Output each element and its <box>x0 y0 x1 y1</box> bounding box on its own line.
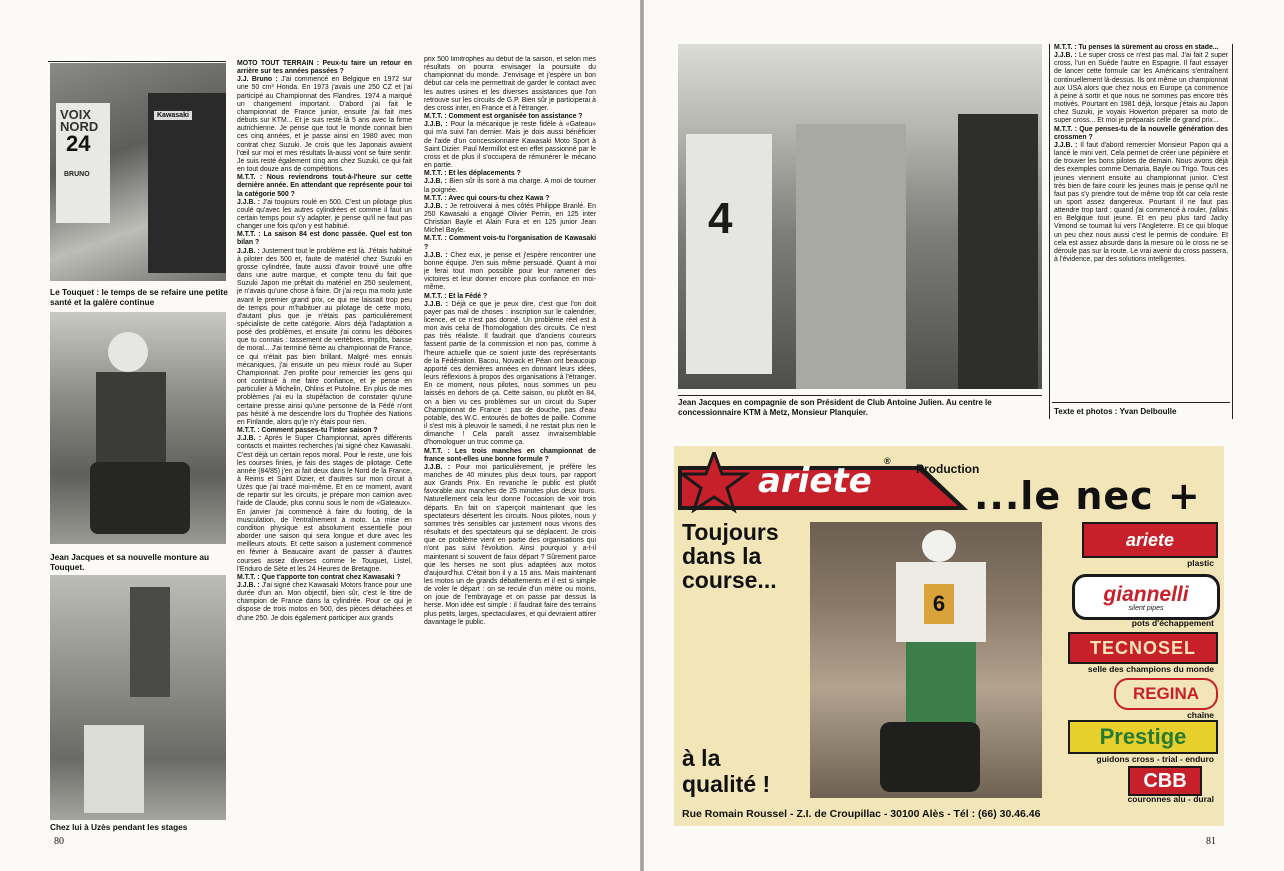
rider-body <box>96 372 166 462</box>
brand-regina-caption: chaîne <box>1187 710 1214 720</box>
brand-giannelli-logo <box>1072 574 1220 620</box>
paragraph-speaker: J.J.B. : <box>237 435 262 443</box>
person-foreground <box>84 725 144 813</box>
caption-photo-3: Chez lui à Uzès pendant les stages <box>50 822 188 832</box>
left-page <box>0 0 640 871</box>
club-president <box>796 124 906 389</box>
article-paragraph <box>424 195 596 203</box>
article-paragraph <box>424 178 596 194</box>
article-paragraph <box>237 435 412 574</box>
article-paragraph <box>424 113 596 121</box>
rider-number-plate: 6 <box>924 584 954 624</box>
paragraph-speaker: M.T.T. : Que penses-tu de la nouvelle génération des crossmen ? <box>1054 125 1228 141</box>
article-paragraph <box>237 76 412 174</box>
brand-regina-logo: REGINA <box>1114 678 1218 710</box>
paragraph-speaker: J.J.B. : <box>1054 141 1078 149</box>
article-paragraph <box>424 170 596 178</box>
paragraph-speaker: M.T.T. : Nous reviendrons tout-à-l'heure sur cette dernière année. En attendant que représente pour toi la catégorie 500 ? <box>237 174 412 198</box>
brand-ariete-logo: ariete <box>1082 522 1218 558</box>
article-paragraph <box>237 174 412 198</box>
article-column-3 <box>1054 44 1228 372</box>
paragraph-text: Bien sûr ils sont à ma charge. A moi de tourner la poignée. <box>424 178 596 194</box>
jersey-number: 24 <box>66 131 91 156</box>
ariete-logo-text: ariete <box>758 461 872 501</box>
paragraph-speaker: M.T.T. : La saison 84 est donc passée. Quel est ton bilan ? <box>237 231 412 247</box>
article-paragraph <box>237 199 412 232</box>
paragraph-speaker: M.T.T. : Tu penses là sûrement au cross en stade... <box>1054 44 1219 51</box>
article-paragraph <box>1054 142 1228 264</box>
jersey-text-nord: NORD <box>60 119 99 134</box>
paragraph-speaker: J.J.B. : <box>424 300 449 308</box>
column-divider-right <box>1232 44 1233 419</box>
paragraph-text: Après le Super Championnat, après différents contacts et maintes recherches j'ai signé chez Kawasaki. C'est déjà un certain repos moral. Pour le reste, une fois les courses finies, je fais des stages de pilotage. Cette année (84/85) j'en ai fait deux dans le Nord de la France, à Reims et Saint Dizier, et d'autres sur mon circuit à Uzès que j'ai tracé moi-même. Et en ce moment, avant de repartir sur les circuits, je prépare mon camion avec l'aide de Claude, plus connu sous le nom de «Gateaux». En janvier j'ai commencé à faire du footing, de la musculation, de l'entraînement à moto. La mise en condition physique est absolument essentielle pour aborder une saison qui sera longue et dure avec les meilleurs atouts. Et cette saison a justement commencé en février à Beaucaire avant de passer à d'autres courses assez diverses comme le Touquet, Listel, l'Enduro de Sète et les 24 Heures de Bretagne. <box>237 435 412 573</box>
paragraph-speaker: M.T.T. : Et la Fédé ? <box>424 292 488 300</box>
paragraph-text: Déjà ce que je peux dire, c'est que l'on doit payer pas mal de choses : inscription sur le calendrier, licence, et ce n'est pas donné. Un problème réel est à mon avis celui de l'homologation des circuits. Ce n'est pas très réaliste. Il faudrait que d'anciens coureurs fassent partie de la commission et non pas, comme à l'heure actuelle que ce soient juste des représentants de la Fédération. Bacou, Novack et Péan ont beaucoup apporté ces dernières années en donnant leurs idées, leurs réflexions à propos des organisations à l'étranger. En ce moment, nous pilotes, nous sommes un peu laissés en dehors de ça. Cette saison, ou plutôt en 84, on a bien vu ces problèmes sur un circuit du Super Championnat de France : pas de douche, pas d'eau potable, des W.C. entourés de bottes de paille. Comme il s'est mis à pleuvoir le samedi, il ne restait plus rien le dimanche ! Cela paraît assez invraisemblable d'homologuer un truc comme ça. <box>424 300 596 447</box>
page-number-left: 80 <box>54 836 64 847</box>
paragraph-speaker: M.T.T. : Comment vois-tu l'organisation de Kawasaki ? <box>424 235 596 251</box>
jersey-number-4: 4 <box>708 194 733 243</box>
headline-line-3: course... <box>682 567 777 593</box>
article-paragraph <box>237 60 412 76</box>
article-paragraph <box>1054 44 1228 52</box>
article-column-2 <box>424 56 596 832</box>
paragraph-speaker: J.J.B. : <box>237 247 260 255</box>
paragraph-text: J'ai commencé en Belgique en 1972 sur une 50 cm³ Honda. En 1973 j'avais une 250 CZ et j'ai participé au Championnat des Flandres. 1974 a marqué un changement important. D'abord j'ai fait le championnat de France junior, ensuite j'ai fait mes débuts sur KTM... Et je suis resté là 5 ans avec la firme autrichienne. Je pense que tout le monde connait bien ces cinq années, et je passe ainsi en 1980 avec mon contrat chez Suzuki. Je crois que les Japonais avaient l'œil sur moi et mes résultats là-aussi vont se faire sentir. Je suis resté également cinq ans chez Suzuki, ce qui fait en tout douze ans de compétitions. <box>237 76 412 174</box>
paragraph-text: Il faut d'abord remercier Monsieur Papon qui a lancé le mini vert. Cela permet de créer une pépinière et de trouver les bons pilotes de demain. Nous avons déjà des exemples comme Demaria, Bayle ou Trigo. Tous ces jeunes viennent ensuite au championnat junior. C'est très bien de faire courir les jeunes mais je pense qu'il ne faut pas s'y prendre tout de même trop tôt car cela reste un sport assez dangereux. Pourtant il ne faut pas attendre trop tard : quand j'ai commencé à rouler, j'allais en Belgique tout jeune. Et en peu plus tard Jacky Vimond se tournait lui vers l'Angleterre. Et ce qui bloque un peu chez nous aussi c'est le permis de conduire. Et cela est assez absurde dans la mesure où le cross ne se déroule pas sur la route. Le vrai avenir du cross passera, à l'évidence, par des solutions intelligentes. <box>1054 141 1228 264</box>
ktm-dealer <box>958 114 1038 389</box>
paragraph-speaker: J.J.B. : <box>1054 52 1077 60</box>
caption-photo-1: Le Touquet : le temps de se refaire une petite santé et la galère continue <box>50 287 228 307</box>
jersey-name: BRUNO <box>64 171 90 178</box>
paragraph-speaker: J.J.B. : <box>237 198 261 206</box>
brand-ariete-caption: plastic <box>1187 558 1214 568</box>
caption-photo-2: Jean Jacques et sa nouvelle monture au Touquet. <box>50 552 210 572</box>
ad-rider-photo <box>810 522 1042 798</box>
photo-uzes-stages <box>50 575 226 820</box>
brand-giannelli-name: giannelli <box>1103 582 1189 606</box>
paragraph-speaker: M.T.T. : Que t'apporte ton contrat chez Kawasaki ? <box>237 573 401 581</box>
article-paragraph <box>424 448 596 464</box>
rider-on-bike <box>130 587 170 697</box>
paragraph-speaker: MOTO TOUT TERRAIN : Peux-tu faire un retour en arrière sur tes années passées ? <box>237 60 412 76</box>
paragraph-speaker: J.J.B. : <box>424 121 448 129</box>
brand-cbb-logo: CBB <box>1128 766 1202 796</box>
page-number-right: 81 <box>1206 836 1216 847</box>
article-paragraph <box>424 203 596 236</box>
paragraph-text: Pour moi particulièrement, je préfère les manches de 40 minutes plus deux tours, par rapport aux Grands Prix. En revanche le public est plutôt favorable aux manches de 25 minutes plus deux tours. Naturellement cela leur donne l'occasion de voir trois départs. En fait on s'aperçoit maintenant que les spectateurs désertent les circuits. Nous pilotes, nous y sommes très sensibles car justement nous vivons des résultats et des spectateurs qui se déplacent. Je crois que ce problème vient en partie des organisations qui n'ont pas suivi l'évolution. Ainsi pourquoi y a-t-il maintenant si souvent de faux départ ? Sûrement parce que les herses ne sont plus adaptées aux motos d'aujourd'hui. C'était bon il y a 15 ans. Mais maintenant les motos un de grands débattements et il est si simple de voler le départ : on se recule d'un mètre ou moins, on joue de l'embrayage et on passe par dessus la herse. Mon idée est simple : il faudrait faire des terrains plus petits, larges, spectaculaires, et qui devraient attirer davantage le public. <box>424 463 596 626</box>
credit-rule <box>1052 402 1230 403</box>
article-paragraph <box>424 464 596 627</box>
article-paragraph <box>424 252 596 293</box>
paragraph-speaker: M.T.T. : Et les déplacements ? <box>424 170 521 178</box>
rider-dark-jacket <box>148 93 226 273</box>
ariete-advertisement <box>674 446 1224 826</box>
paragraph-text: J'ai signé chez Kawasaki Motors france pour une durée d'un an. Mon objectif, bien sûr, c'est le titre de champion de France dans la cylindrée. Pour ce qui je dispose de trois motos en 500, des pièces détachées et d'une 250. Je dois également participer aux grands <box>237 582 412 622</box>
brand-tecnosel-caption: selle des champions du monde <box>1087 664 1214 674</box>
paragraph-speaker: J.J.B. : <box>424 202 448 210</box>
article-column-1 <box>237 60 412 832</box>
column-divider-left <box>1049 44 1050 419</box>
article-paragraph <box>237 248 412 427</box>
production-label: Production <box>916 462 980 476</box>
article-paragraph <box>424 235 596 251</box>
headline-line-2: dans la <box>682 543 762 569</box>
article-paragraph <box>237 574 412 582</box>
paragraph-text: Pour la mécanique je reste fidèle à «Gateau» qui m'a suivi l'an dernier. Mais je dois aussi bénéficier de l'aide d'un concessionnaire Kawasaki Moto Sport à Saint Dizier. Paul Mermillot est en effet passionné par le cross et de plus il s'occupera de rémunérer le mécano en partie. <box>424 121 596 170</box>
article-paragraph <box>1054 126 1228 142</box>
headline-line-1: Toujours <box>682 519 779 545</box>
paragraph-text: Je retrouverai à mes côtés Philippe Branlé. En 250 Kawasaki a engagé Olivier Perrin, en 125 inter Christian Bayle et Alain Fura et en 125 junior Jean Michel Bayle. <box>424 202 596 235</box>
motorcycle-silhouette <box>880 722 980 792</box>
jacket-kawasaki-label: Kawasaki <box>154 111 192 120</box>
photo-nouvelle-monture <box>50 312 226 544</box>
article-paragraph <box>424 293 596 301</box>
paragraph-speaker: J.J. Bruno : <box>237 76 278 84</box>
brand-giannelli-sub: silent pipes <box>1128 604 1164 612</box>
rider-jersey <box>686 134 772 374</box>
paragraph-text: prix 500 limitrophes au début de la saison, et selon mes résultats on pourra envisager la poursuite du championnat du monde. J'envisage et j'espère un bon début car cela me permettrait de garder le contact avec les autres usines et les diverses assistances que l'on retrouve sur les circuits de G.P. Bien sûr je participerai à des cross inter, en France et à l'étranger. <box>424 56 596 112</box>
paragraph-text: Le super cross ce n'est pas mal. J'ai fait 2 super cross, l'un en Suède l'autre en Espagne. Il faut essayer de lancer cette formule car les Américains s'entraînent continuellement là-dessus. Ils ont même un championnat aux USA alors que chez nous en Europe ça commence à peine à sortir et que nous ne sommes pas encore très motivés. Pourtant en 1981 déjà, lorsque j'étais au Japon chez Suzuki, je voyais Howerton préparer sa moto de super cross... Et moi je préparais celle de grand prix... <box>1054 52 1228 125</box>
photo-le-touquet <box>50 63 226 281</box>
caption-photo-right: Jean Jacques en compagnie de son Président de Club Antoine Julien. Au centre le concessionnaire KTM à Metz, Monsieur Planquier. <box>678 398 992 417</box>
paragraph-text: J'ai toujours roulé en 500. C'est un pilotage plus coulé qu'avec les autres cylindrées et comme il faut un certain temps pour s'y adapter, je pense qu'il ne faut pas changer une fois qu'on y est habitué. <box>237 198 412 231</box>
footer-headline-line-2: qualité ! <box>682 771 771 797</box>
paragraph-speaker: M.T.T. : Les trois manches en championnat de france sont-elles une bonne formule ? <box>424 447 596 463</box>
slogan-le-nec-plus: ...le nec + <box>974 474 1201 518</box>
paragraph-speaker: J.J.B. : <box>237 582 260 589</box>
article-paragraph <box>237 582 412 623</box>
footer-headline-line-1: à la <box>682 745 721 771</box>
paragraph-speaker: M.T.T. : Avec qui cours-tu chez Kawa ? <box>424 194 550 202</box>
rider-helmet <box>922 530 956 562</box>
registered-mark: ® <box>884 456 891 466</box>
ad-address: Rue Romain Roussel - Z.I. de Croupillac - 30100 Alès - Tél : (66) 30.46.46 <box>682 808 1041 820</box>
jersey-text-voix: VOIX <box>60 107 92 122</box>
article-paragraph <box>1054 52 1228 125</box>
caption-rule <box>678 395 1042 396</box>
rider-helmet <box>108 332 148 372</box>
motorcycle-silhouette <box>90 462 190 534</box>
article-paragraph <box>424 56 596 113</box>
brand-prestige-caption: guidons cross - trial - enduro <box>1096 754 1214 764</box>
brand-prestige-logo: Prestige <box>1068 720 1218 754</box>
brand-giannelli-caption: pots d'échappement <box>1131 618 1214 628</box>
paragraph-speaker: M.T.T. : Comment passes-tu l'inter saison ? <box>237 427 378 435</box>
article-paragraph <box>424 121 596 170</box>
article-paragraph <box>237 427 412 435</box>
photo-jean-jacques-club-president <box>678 44 1042 389</box>
paragraph-speaker: J.J.B. : <box>424 251 448 259</box>
credit-line: Texte et photos : Yvan Delboulle <box>1054 407 1177 416</box>
article-paragraph <box>424 301 596 448</box>
paragraph-speaker: M.T.T. : Comment est organisée ton assistance ? <box>424 113 583 121</box>
top-rule <box>48 61 226 62</box>
article-paragraph <box>237 231 412 247</box>
paragraph-text: Justement tout le problème est là. J'étais habitué à piloter des 500 et, faute de matériel chez Suzuki en grosse cylindrée, faute aussi d'avoir trouvé une offre dans une autre marque, et compte tenu du fait que Suzuki Japon me prêtait du matériel en 250 seulement, je n'avais qu'une chose à faire. Or j'ai reçu ma moto juste avant le premier grand prix, ce qui me laissait trop peu de temps pour m'habituer au pilotage de cette moto, d'autant plus que je n'étais pas particulièrement spécialiste de cette catégorie. Alors déjà l'adaptation a posé des problèmes, et ensuite j'ai connu les déboires que tu connais : tassement de vertèbres, impôts, baisse de moral... J'ai terminé 6ème au championnat de France, ce qui n'était pas bien brillant. Malgré mes ennuis mécaniques, j'ai ensuite un peu mieux roulé au Super Championnat. J'en profite pour remercier les gens qui ont continué à me faire confiance, et je pense en particulier à Michelin, Ohlins et Putoline. En plus de mes problèmes j'ai eu la stupéfaction de constater qu'une certaine presse ainsi qu'une personne de la Fédé n'ont pas hésité à me descendre lors du Trophée des Nations en Finlande, alors qu'je n'y étais pour rien. <box>237 247 412 426</box>
paragraph-speaker: J.J.B. : <box>424 178 447 186</box>
paragraph-speaker: J.J.B. : <box>424 463 451 471</box>
brand-cbb-caption: couronnes alu - dural <box>1127 794 1214 804</box>
brand-tecnosel-logo: TECNOSEL <box>1068 632 1218 664</box>
paragraph-text: Chez eux, je pense et j'espère rencontrer une bonne équipe. J'en suis même persuadé. Quant à moi je ferai tout mon possible pour leur ramener des victoires et leur donner encore plus confiance en moi-même. <box>424 251 596 292</box>
